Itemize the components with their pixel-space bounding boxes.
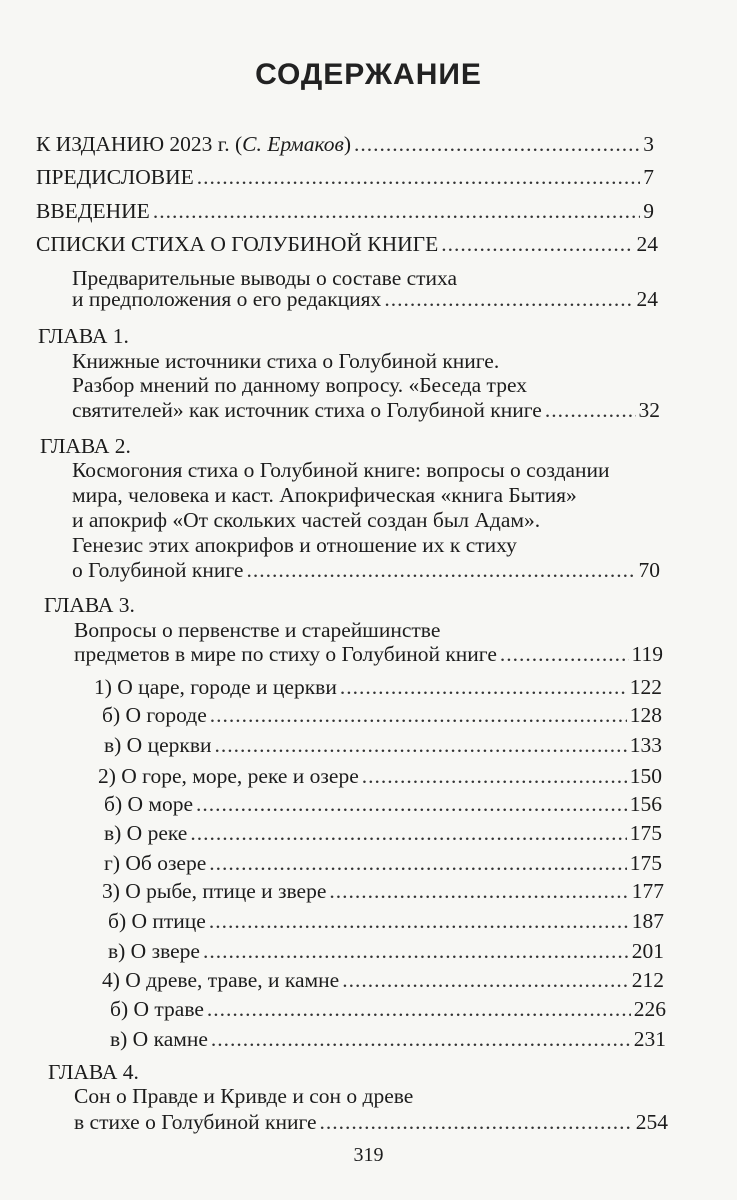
leader-dots: [211, 1025, 631, 1053]
toc-entry-label: 3) О рыбе, птице и звере: [102, 879, 327, 903]
toc-subentry-line: и апокриф «От скольких частей создан был Адам».: [72, 508, 541, 532]
leader-dots: [342, 966, 629, 994]
leader-dots: [384, 285, 633, 313]
toc-page-number: 7: [643, 165, 654, 189]
toc-page-number: 9: [643, 199, 654, 223]
leader-dots: [210, 701, 627, 729]
toc-subitem[interactable]: [108, 937, 664, 965]
toc-entry-label: святителей» как источник стиха о Голубиной книге: [72, 398, 542, 422]
toc-entry-label: ВВЕДЕНИЕ: [36, 199, 150, 223]
toc-subentry-line: Сон о Правде и Кривде и сон о древе: [74, 1084, 414, 1108]
leader-dots: [190, 819, 626, 847]
toc-subitem[interactable]: [94, 673, 662, 701]
toc-entry-label: в) О реке: [104, 821, 188, 845]
toc-page-number: 254: [635, 1110, 668, 1134]
toc-page-number: 212: [631, 968, 664, 992]
leader-dots: [340, 673, 627, 701]
toc-subentry-line: Книжные источники стиха о Голубиной книге.: [72, 349, 500, 373]
toc-entry-edition[interactable]: К ИЗДАНИЮ 2023 г. (С. Ермаков) ..... 3: [36, 130, 654, 158]
leader-dots: [354, 130, 640, 158]
toc-subitem[interactable]: [104, 849, 662, 877]
page-title: СОДЕРЖАНИЕ: [255, 58, 482, 91]
toc-entry-label: б) О городе: [102, 703, 207, 727]
leader-dots: [246, 556, 635, 584]
toc-subentry-preliminary[interactable]: [72, 285, 658, 313]
toc-page-number: 226: [633, 997, 666, 1021]
toc-subitem[interactable]: [104, 790, 662, 818]
toc-page-number: 231: [633, 1027, 666, 1051]
toc-subentry-line: Предварительные выводы о составе стиха: [72, 266, 458, 290]
chapter-heading-1: ГЛАВА 1.: [38, 324, 129, 348]
toc-page-number: 119: [631, 642, 663, 666]
toc-entry-label: г) Об озере: [104, 851, 207, 875]
leader-dots: [203, 937, 629, 965]
toc-entry-chapter-1[interactable]: [72, 396, 660, 424]
toc-page-number: 24: [636, 232, 658, 256]
toc-page-number: 201: [631, 939, 664, 963]
toc-subitem[interactable]: [102, 966, 664, 994]
toc-entry-author: С. Ермаков: [242, 132, 344, 156]
toc-subitem[interactable]: [110, 1025, 666, 1053]
chapter-heading-4: ГЛАВА 4.: [48, 1060, 139, 1084]
toc-subitem[interactable]: [110, 995, 666, 1023]
toc-entry-label: б) О траве: [110, 997, 204, 1021]
toc-subitem[interactable]: [108, 907, 664, 935]
leader-dots: [545, 396, 636, 424]
toc-page-number: 128: [629, 703, 662, 727]
toc-page-number: 177: [631, 879, 664, 903]
toc-page-number: 187: [631, 909, 664, 933]
toc-entry-label: СПИСКИ СТИХА О ГОЛУБИНОЙ КНИГЕ: [36, 232, 439, 256]
toc-subentry-line: Вопросы о первенстве и старейшинстве: [74, 618, 441, 642]
toc-page-number: 24: [636, 287, 658, 311]
toc-entry-label: предметов в мире по стиху о Голубиной книге: [74, 642, 497, 666]
toc-page-number: 150: [629, 764, 662, 788]
toc-subentry-line: Разбор мнений по данному вопросу. «Беседа трех: [72, 373, 527, 397]
toc-subentry-line: Генезис этих апокрифов и отношение их к стиху: [72, 533, 517, 557]
toc-page-number: 122: [629, 675, 662, 699]
toc-page-number: 133: [629, 733, 662, 757]
toc-entry-label: ПРЕДИСЛОВИЕ: [36, 165, 194, 189]
toc-entry-preface[interactable]: [36, 163, 654, 191]
leader-dots: [209, 907, 629, 935]
leader-dots: [500, 640, 629, 668]
leader-dots: [329, 877, 628, 905]
leader-dots: [153, 197, 640, 225]
toc-entry-label: 4) О древе, траве, и камне: [102, 968, 340, 992]
toc-subitem[interactable]: [104, 731, 662, 759]
chapter-heading-2: ГЛАВА 2.: [40, 434, 131, 458]
toc-entry-label: и предположения о его редакциях: [72, 287, 382, 311]
toc-entry-label: в) О церкви: [104, 733, 212, 757]
toc-entry-label: 1) О царе, городе и церкви: [94, 675, 337, 699]
toc-page-number: 175: [629, 821, 662, 845]
toc-entry-label: 2) О горе, море, реке и озере: [98, 764, 359, 788]
toc-entry-label: в) О звере: [108, 939, 200, 963]
toc-entry-label: б) О море: [104, 792, 194, 816]
toc-entry-label: б) О птице: [108, 909, 206, 933]
toc-entry-chapter-4[interactable]: [74, 1108, 668, 1136]
leader-dots: [362, 762, 627, 790]
toc-entry-label: о Голубиной книге: [72, 558, 244, 582]
toc-page-number: 3: [643, 132, 654, 156]
chapter-heading-3: ГЛАВА 3.: [44, 593, 135, 617]
toc-subentry-line: мира, человека и каст. Апокрифическая «книга Бытия»: [72, 483, 577, 507]
toc-entry-label: в стихе о Голубиной книге: [74, 1110, 317, 1134]
leader-dots: [209, 849, 626, 877]
leader-dots: [320, 1108, 633, 1136]
toc-subitem[interactable]: [98, 762, 662, 790]
toc-entry-label: К ИЗДАНИЮ 2023 г. (: [36, 132, 243, 156]
toc-page-number: 70: [638, 558, 660, 582]
toc-subitem[interactable]: [104, 819, 662, 847]
toc-entry-introduction[interactable]: [36, 197, 654, 225]
toc-page-number: 175: [629, 851, 662, 875]
toc-subentry-line: Космогония стиха о Голубиной книге: вопросы о создании: [72, 458, 610, 482]
toc-page-number: 156: [629, 792, 662, 816]
toc-entry-chapter-3[interactable]: [74, 640, 663, 668]
toc-subitem[interactable]: [102, 701, 662, 729]
page-number: 319: [353, 1144, 384, 1166]
leader-dots: [207, 995, 631, 1023]
toc-entry-lists[interactable]: [36, 230, 658, 258]
leader-dots: [196, 790, 627, 818]
toc-page-number: 32: [638, 398, 660, 422]
toc-entry-chapter-2[interactable]: [72, 556, 660, 584]
leader-dots: [441, 230, 633, 258]
leader-dots: [215, 731, 627, 759]
leader-dots: [197, 163, 641, 191]
toc-subitem[interactable]: [102, 877, 664, 905]
toc-entry-label: в) О камне: [110, 1027, 208, 1051]
